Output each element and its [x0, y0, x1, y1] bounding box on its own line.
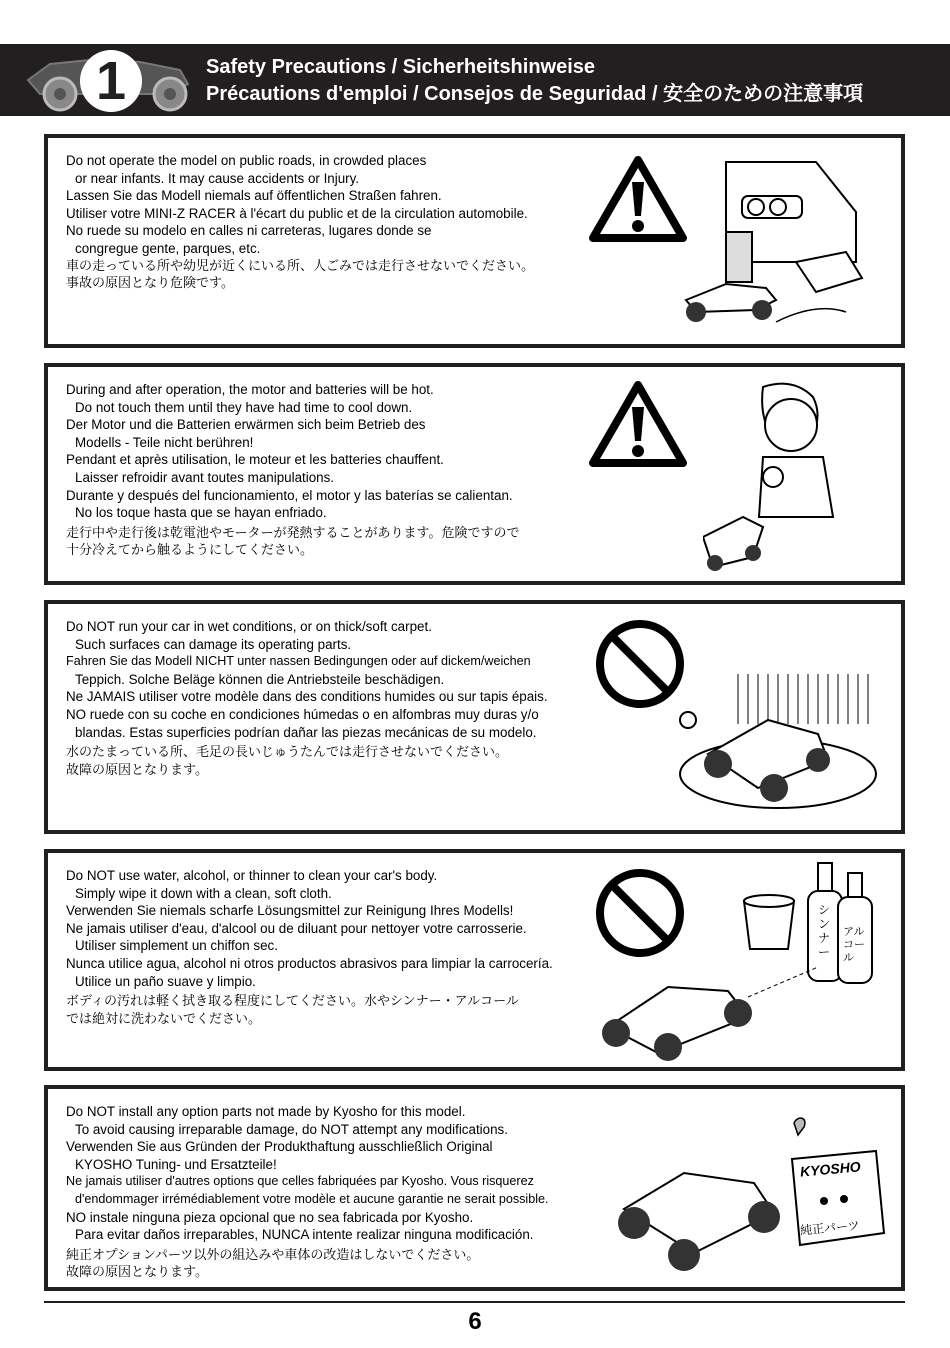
text-line: Utilice un paño suave y limpio.	[75, 973, 256, 989]
precaution-box-public-roads	[44, 134, 905, 348]
precaution-text	[66, 152, 534, 293]
text-line: Durante y después del funcionamiento, el motor y las baterías se calientan.	[66, 487, 513, 503]
text-line: NO instale ninguna pieza opcional que no sea fabricada por Kyosho.	[66, 1209, 474, 1225]
text-line: Ne JAMAIS utiliser votre modèle dans des conditions humides ou sur tapis épais.	[66, 689, 548, 705]
text-line: Teppich. Solche Beläge können die Antriebsteile beschädigen.	[75, 671, 445, 687]
precaution-box-cleaning	[44, 849, 905, 1071]
precaution-box-wet-conditions	[44, 600, 905, 834]
genuine-parts-label: 純正パーツ	[799, 1218, 861, 1238]
text-line: Ne jamais utiliser d'eau, d'alcool ou de diluant pour nettoyer votre carrosserie.	[66, 920, 527, 936]
text-line: Laisser refroidir avant toutes manipulations.	[75, 469, 335, 485]
text-line: 故障の原因となります。	[66, 762, 208, 778]
text-line: Simply wipe it down with a clean, soft cloth.	[75, 885, 332, 901]
text-line: 純正オプションパーツ以外の組込みや車体の改造はしないでください。	[66, 1247, 480, 1263]
page-number: 6	[468, 1308, 482, 1335]
text-line: Such surfaces can damage its operating parts.	[75, 636, 352, 652]
text-line: d'endommager irrémédiablement votre modèle et aucune garantie ne serait possible.	[75, 1191, 549, 1206]
precaution-text	[66, 381, 519, 560]
text-line: ボディの汚れは軽く拭き取る程度にしてください。水やシンナー・アルコール	[66, 994, 519, 1010]
warning-triangle-icon	[588, 379, 688, 469]
text-line: During and after operation, the motor and batteries will be hot.	[66, 382, 434, 397]
text-line: KYOSHO Tuning- und Ersatzteile!	[75, 1156, 277, 1172]
text-line: Ne jamais utiliser d'autres options que celles fabriquées par Kyosho. Vous risquerez	[66, 1174, 534, 1189]
text-line: congregue gente, parques, etc.	[75, 240, 261, 256]
title-line-2: Précautions d'emploi / Consejos de Seguridad / 安全のための注意事項	[206, 83, 864, 105]
text-line: Para evitar daños irreparables, NUNCA intente realizar ninguna modificación.	[75, 1227, 534, 1243]
text-line: No los toque hasta que se hayan enfriado.	[75, 505, 327, 521]
boy-hot-car-illustration	[703, 377, 853, 577]
section-header	[0, 44, 950, 116]
section-number-badge	[80, 50, 142, 112]
text-line: Nunca utilice agua, alcohol ni otros productos abrasivos para limpiar la carrocería.	[66, 955, 553, 971]
text-line: 走行中や走行後は乾電池やモーターが発熱することがあります。危険ですので	[66, 525, 520, 541]
text-line: 十分冷えてから触るようにしてください。	[66, 543, 314, 559]
car-and-parts-box-illustration	[614, 1113, 894, 1281]
header-titles	[206, 54, 863, 108]
car-on-road-illustration	[666, 152, 866, 332]
footer-divider	[44, 1301, 905, 1303]
text-line: Lassen Sie das Modell niemals auf öffentlichen Straßen fahren.	[66, 188, 442, 204]
text-line: 車の走っている所や幼児が近くにいる所、人ごみでは走行させないでください。	[66, 258, 535, 274]
bottle-label-thinner: シンナー	[818, 903, 831, 959]
text-line: Utiliser votre MINI-Z RACER à l'écart du public et de la circulation automobile.	[66, 205, 528, 221]
text-line: 故障の原因となります。	[66, 1265, 208, 1281]
text-line: Do NOT use water, alcohol, or thinner to clean your car's body.	[66, 868, 438, 883]
text-line: Pendant et après utilisation, le moteur et les batteries chauffent.	[66, 452, 444, 468]
text-line: NO ruede con su coche en condiciones húmedas o en alfombras muy duras y/o	[66, 706, 539, 722]
section-number: 1	[95, 51, 127, 111]
text-line: 水のたまっている所、毛足の長いじゅうたんでは走行させないでください。	[66, 745, 509, 761]
title-line-1: Safety Precautions / Sicherheitshinweise	[206, 56, 596, 78]
text-line: Do not touch them until they have had time to cool down.	[75, 399, 413, 415]
text-line: Utiliser simplement un chiffon sec.	[75, 938, 278, 954]
text-line: Der Motor und die Batterien erwärmen sich beim Betrieb des	[66, 417, 426, 433]
text-line: では絶対に洗わないでください。	[66, 1011, 262, 1027]
precaution-text	[66, 867, 553, 1028]
text-line: 事故の原因となり危険です。	[66, 276, 234, 292]
text-line: Do NOT run your car in wet conditions, or on thick/soft carpet.	[66, 619, 432, 634]
precaution-text	[66, 618, 548, 779]
bottle-label-alcohol: アルコール	[843, 925, 865, 964]
precaution-text	[66, 1103, 549, 1282]
precaution-box-option-parts	[44, 1085, 905, 1291]
text-line: or near infants. It may cause accidents or Injury.	[75, 170, 360, 186]
text-line: To avoid causing irreparable damage, do NOT attempt any modifications.	[75, 1121, 508, 1137]
text-line: Do NOT install any option parts not made by Kyosho for this model.	[66, 1104, 466, 1119]
text-line: Do not operate the model on public roads, in crowded places	[66, 153, 427, 168]
text-line: No ruede su modelo en calles ni carreteras, lugares donde se	[66, 223, 432, 239]
text-line: blandas. Estas superficies podrían dañar las piezas mecánicas de su modelo.	[75, 724, 537, 740]
kyosho-logo: KYOSHO	[799, 1158, 862, 1180]
car-on-carpet-illustration	[648, 664, 878, 814]
text-line: Verwenden Sie niemals scharfe Lösungsmittel zur Reinigung Ihres Modells!	[66, 903, 514, 919]
precaution-box-hot-motor	[44, 363, 905, 585]
text-line: Modells - Teile nicht berühren!	[75, 434, 254, 450]
text-line: Fahren Sie das Modell NICHT unter nassen Bedingungen oder auf dickem/weichen	[66, 654, 531, 669]
text-line: Verwenden Sie aus Gründen der Produkthaftung ausschließlich Original	[66, 1139, 493, 1155]
